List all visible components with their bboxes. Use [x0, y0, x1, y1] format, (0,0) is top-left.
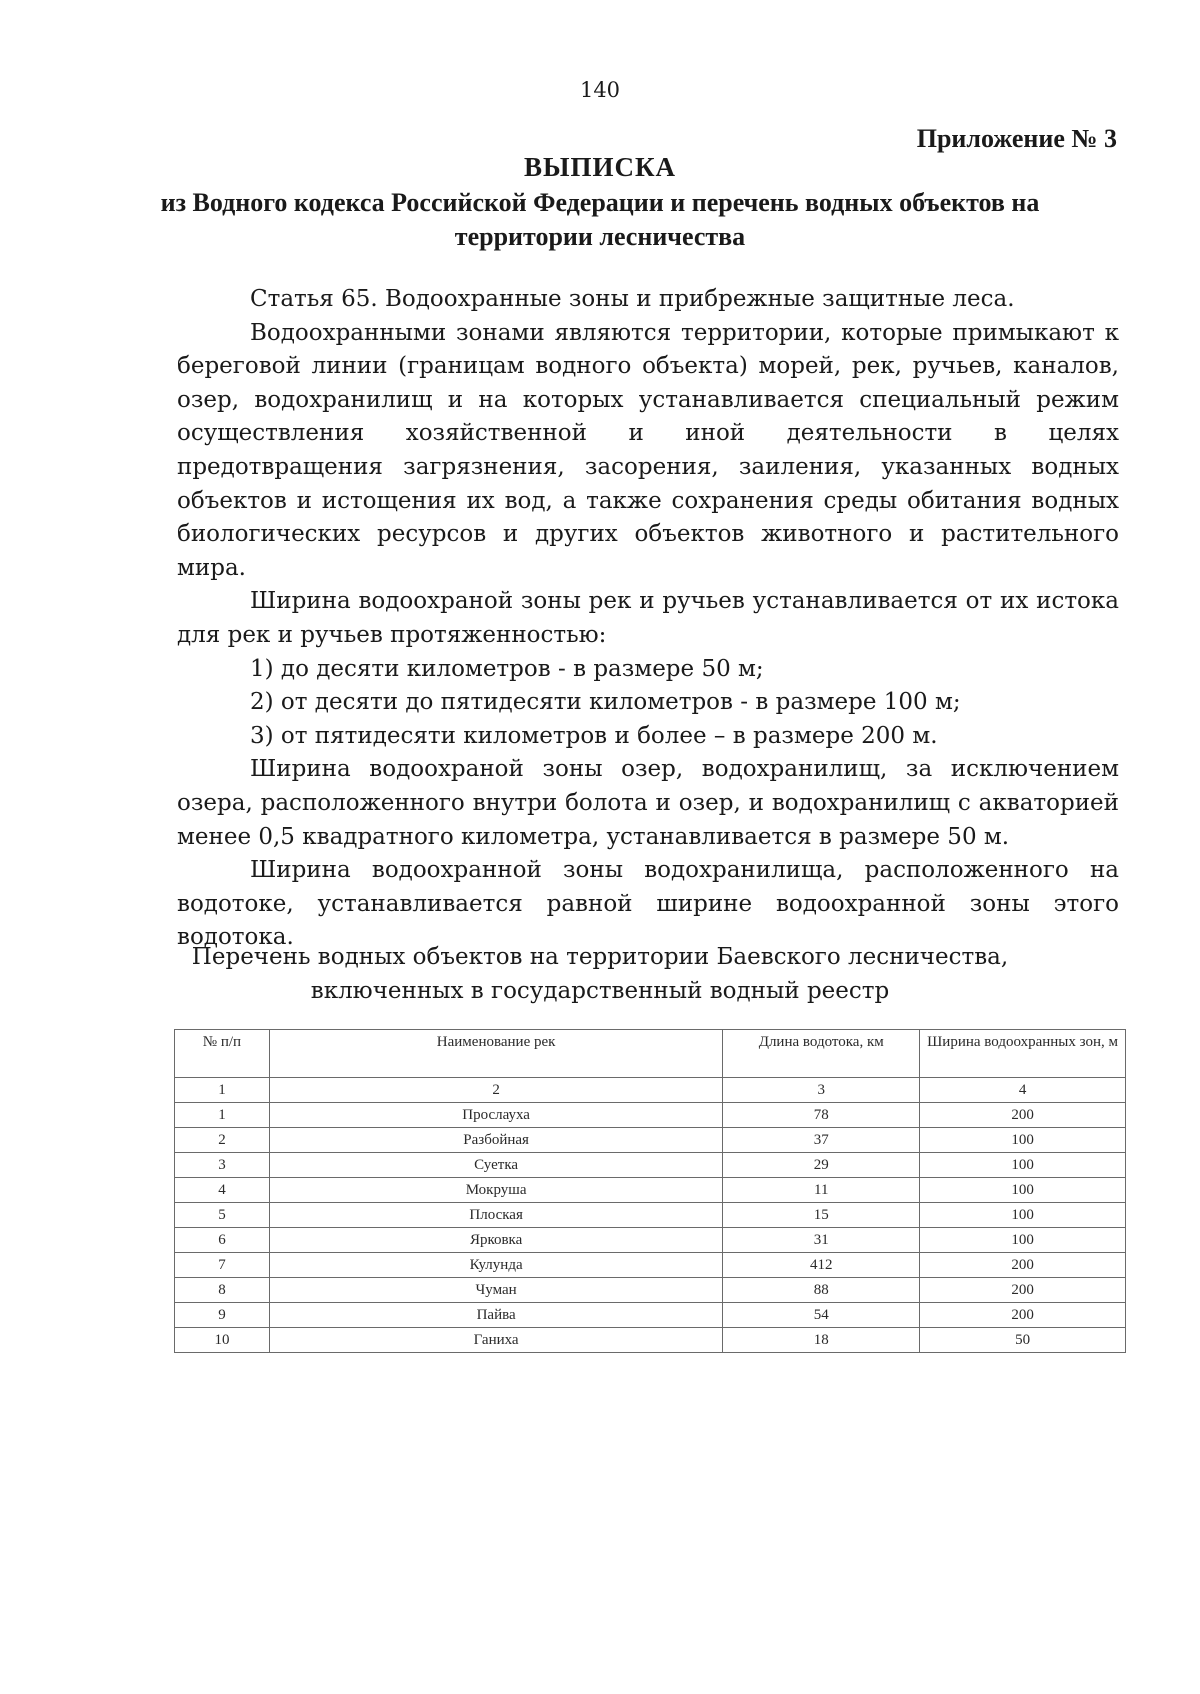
- table-cell: 100: [920, 1128, 1126, 1153]
- table-cell: 54: [723, 1303, 920, 1328]
- table-cell: 1: [175, 1103, 270, 1128]
- table-header-row: [175, 1030, 1126, 1078]
- header-river-name: Наименование рек: [269, 1030, 722, 1078]
- article-paragraph: Ширина водоохранной зоны водохранилища, расположенного на водотоке, устанавливается равной ширине водоохранной зоны этого водотока.: [177, 857, 1119, 951]
- table-cell: 412: [723, 1253, 920, 1278]
- table-cell: 200: [920, 1303, 1126, 1328]
- table-cell: Чуман: [269, 1278, 722, 1303]
- article-list-item: 2) от десяти до пятидесяти километров - в размере 100 м;: [250, 689, 961, 716]
- table-body: [175, 1078, 1126, 1353]
- table-cell: 100: [920, 1153, 1126, 1178]
- table-cell: Плоская: [269, 1203, 722, 1228]
- table-cell: 200: [920, 1253, 1126, 1278]
- table-cell: 4: [175, 1178, 270, 1203]
- table-cell: 100: [920, 1178, 1126, 1203]
- table-row: [175, 1128, 1126, 1153]
- appendix-label: Приложение № 3: [916, 124, 1117, 153]
- table-cell: Ярковка: [269, 1228, 722, 1253]
- table-cell: 29: [723, 1153, 920, 1178]
- table-row: [175, 1328, 1126, 1353]
- table-cell: 9: [175, 1303, 270, 1328]
- column-number-row: [175, 1078, 1126, 1103]
- table-cell: 200: [920, 1103, 1126, 1128]
- table-cell: Кулунда: [269, 1253, 722, 1278]
- table-cell: Ганиха: [269, 1328, 722, 1353]
- table-row: [175, 1303, 1126, 1328]
- article-paragraph: Водоохранными зонами являются территории, которые примыкают к береговой линии (границам водного объекта) морей, рек, ручьев, каналов, озер, водохранилищ и на которых устанавливается специальный режим осуществления хозяйственной и иной деятельности в целях предотвращения загрязнения, засорения, заиления, указанных водных объектов и истощения их вод, а также сохранения среды обитания водных биологических ресурсов и других объектов животного и растительного мира.: [177, 319, 1119, 581]
- table-row: [175, 1203, 1126, 1228]
- article-heading: Статья 65. Водоохранные зоны и прибрежные защитные леса.: [250, 286, 1015, 312]
- table-cell: 1: [175, 1078, 270, 1103]
- article-paragraph: Ширина водоохраной зоны озер, водохранилищ, за исключением озера, расположенного внутри болота и озер, и водохранилищ с акваторией менее 0,5 квадратного километра, устанавливается в размере 50 м.: [177, 756, 1119, 850]
- table-cell: Пайва: [269, 1303, 722, 1328]
- table-cell: 100: [920, 1203, 1126, 1228]
- document-subtitle: из Водного кодекса Российской Федерации и перечень водных объектов на территории лесничества: [160, 188, 1040, 251]
- header-number: № п/п: [175, 1030, 270, 1078]
- table-cell: 78: [723, 1103, 920, 1128]
- table-cell: Прослауха: [269, 1103, 722, 1128]
- table-cell: 18: [723, 1328, 920, 1353]
- table-cell: 31: [723, 1228, 920, 1253]
- table-row: [175, 1153, 1126, 1178]
- table-cell: 3: [175, 1153, 270, 1178]
- table-cell: 15: [723, 1203, 920, 1228]
- page-number: 140: [579, 78, 621, 102]
- table-cell: 100: [920, 1228, 1126, 1253]
- table-cell: 11: [723, 1178, 920, 1203]
- table-cell: 37: [723, 1128, 920, 1153]
- table-cell: 88: [723, 1278, 920, 1303]
- article-paragraph: Ширина водоохраной зоны рек и ручьев устанавливается от их истока для рек и ручьев протяженностью:: [177, 588, 1119, 648]
- table-row: [175, 1103, 1126, 1128]
- table-cell: 7: [175, 1253, 270, 1278]
- water-objects-table: [174, 1029, 1126, 1353]
- table-cell: 2: [175, 1128, 270, 1153]
- article-list-item: 1) до десяти километров - в размере 50 м;: [250, 655, 764, 682]
- table-cell: Мокруша: [269, 1178, 722, 1203]
- table-cell: 6: [175, 1228, 270, 1253]
- table-cell: 200: [920, 1278, 1126, 1303]
- table-row: [175, 1178, 1126, 1203]
- document-title: ВЫПИСКА: [523, 152, 677, 182]
- list-caption-line: Перечень водных объектов на территории Баевского лесничества,: [191, 944, 1009, 970]
- table-cell: 4: [920, 1078, 1126, 1103]
- table-cell: Суетка: [269, 1153, 722, 1178]
- article-text: [177, 283, 1119, 955]
- list-caption-line: включенных в государственный водный реестр: [310, 978, 890, 1004]
- table-row: [175, 1278, 1126, 1303]
- table-cell: 50: [920, 1328, 1126, 1353]
- header-length: Длина водотока, км: [723, 1030, 920, 1078]
- table-cell: 3: [723, 1078, 920, 1103]
- table-cell: 2: [269, 1078, 722, 1103]
- table-cell: Разбойная: [269, 1128, 722, 1153]
- table-row: [175, 1228, 1126, 1253]
- header-zone-width: Ширина водоохранных зон, м: [920, 1030, 1126, 1078]
- table-row: [175, 1253, 1126, 1278]
- table-cell: 8: [175, 1278, 270, 1303]
- list-caption: [150, 940, 1050, 1008]
- table-cell: 5: [175, 1203, 270, 1228]
- table-cell: 10: [175, 1328, 270, 1353]
- article-list-item: 3) от пятидесяти километров и более – в размере 200 м.: [250, 722, 938, 749]
